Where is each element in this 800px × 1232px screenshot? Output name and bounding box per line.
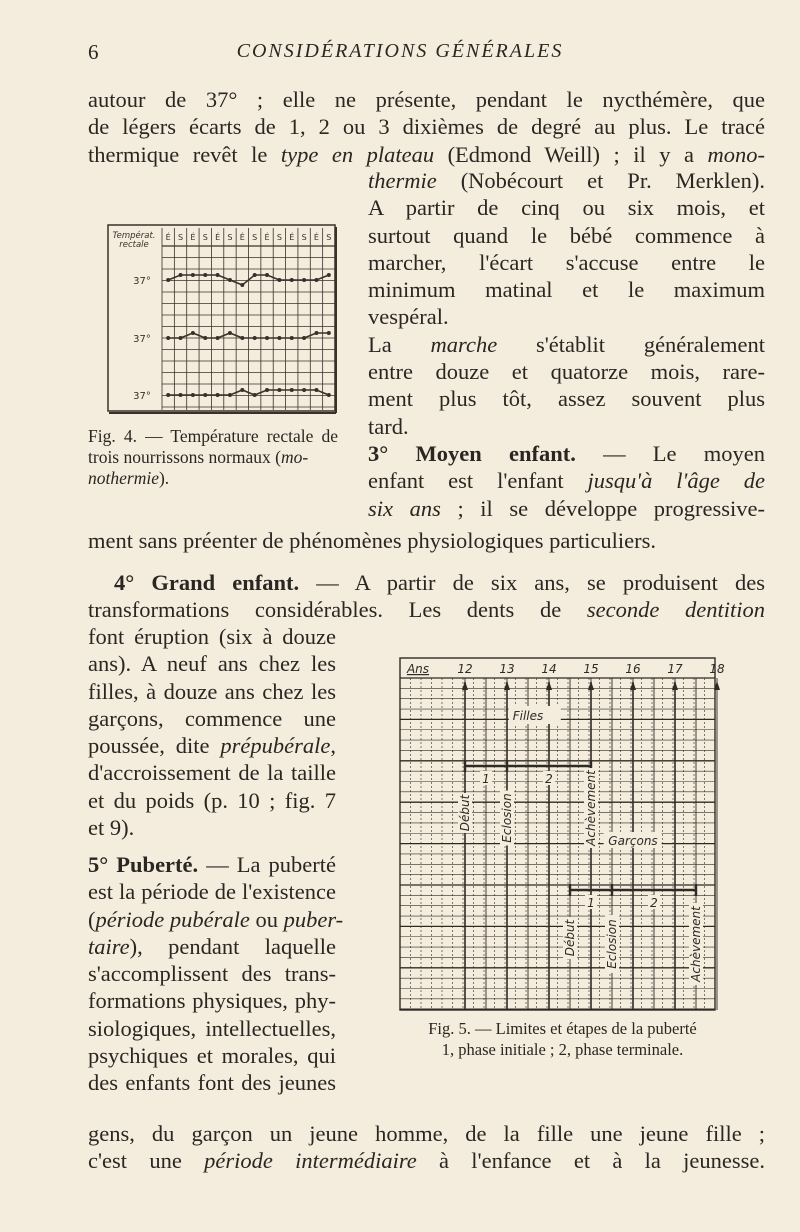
phase-2-label: 2 xyxy=(650,896,658,910)
text-line xyxy=(88,759,336,786)
text-line xyxy=(368,331,765,358)
y-axis-title: rectale xyxy=(119,240,149,250)
data-point xyxy=(277,336,281,340)
stage-eclosion-label: Eclosion xyxy=(500,793,514,843)
year-label: 18 xyxy=(709,662,725,676)
data-point xyxy=(203,393,207,397)
text-run: s'accomplissent des trans- xyxy=(88,961,336,987)
italic-text: type en plateau xyxy=(280,141,435,167)
year-label: 16 xyxy=(625,662,641,676)
data-point xyxy=(290,336,294,340)
text-run: est la période de l'existence xyxy=(88,879,336,905)
section-heading: 4° Grand enfant. xyxy=(114,570,300,595)
text-run: filles, à douze ans chez les xyxy=(88,678,336,704)
girls-label: Filles xyxy=(512,709,544,723)
data-point xyxy=(166,336,170,340)
caption-line: 1, phase initiale ; 2, phase terminale. xyxy=(441,1040,684,1059)
italic-text: prépubérale xyxy=(220,733,331,759)
italic-text: période pubérale xyxy=(95,906,250,932)
italic-text: période intermédiaire xyxy=(204,1148,417,1174)
year-label: 14 xyxy=(541,662,557,676)
data-point xyxy=(253,273,257,277)
column-label: S xyxy=(202,233,208,242)
data-point xyxy=(203,273,207,277)
text-run: thermique revêt le xyxy=(88,141,281,167)
text-run: des enfants font des jeunes xyxy=(88,1070,336,1096)
text-run: font éruption (six à douze xyxy=(88,624,336,649)
italic-text: taire xyxy=(88,933,130,959)
text-line xyxy=(88,787,336,814)
text-line xyxy=(88,113,765,140)
text-run: ; il se développe progressive- xyxy=(440,495,766,521)
italic-text: six ans xyxy=(368,495,441,521)
data-point xyxy=(253,336,257,340)
column-label: S xyxy=(227,233,233,242)
caption-text: nothermie xyxy=(88,468,159,488)
text-line xyxy=(88,960,336,987)
text-line xyxy=(88,987,336,1014)
text-run: formations physiques, phy- xyxy=(88,988,336,1014)
data-point xyxy=(327,273,331,277)
caption-text: ). xyxy=(158,468,170,488)
data-point xyxy=(327,393,331,397)
section-heading: 3° Moyen enfant. xyxy=(368,440,576,466)
text-line xyxy=(368,303,765,330)
column-label: É xyxy=(165,233,171,242)
phase-1-label: 1 xyxy=(587,896,595,910)
stage-debut-label: Début xyxy=(563,919,577,957)
data-point xyxy=(179,273,183,277)
data-point xyxy=(191,331,195,335)
column-label: É xyxy=(289,233,295,242)
italic-text: seconde dentition xyxy=(586,597,766,623)
text-run: et 9). xyxy=(88,815,135,841)
text-run: enfant est l'enfant xyxy=(368,468,588,494)
text-run: c'est une xyxy=(88,1148,205,1174)
data-point xyxy=(265,336,269,340)
data-point xyxy=(290,278,294,282)
text-run: (Nobécourt et Pr. Merklen). xyxy=(436,168,765,193)
data-point xyxy=(277,278,281,282)
text-run: autour de 37° ; elle ne présente, pendant le nycthémère, que xyxy=(88,87,765,112)
column-label: S xyxy=(326,233,332,242)
data-point xyxy=(240,388,244,392)
text-line xyxy=(88,527,765,554)
text-line xyxy=(88,732,336,759)
text-line xyxy=(368,467,765,494)
text-run: s'établit généralement xyxy=(497,331,765,357)
axis-label: Ans xyxy=(406,662,430,676)
data-point xyxy=(179,336,183,340)
text-line xyxy=(88,650,336,677)
text-run: vespéral. xyxy=(368,304,449,330)
text-run: ou xyxy=(249,906,284,932)
column-label: É xyxy=(239,233,245,242)
figure-5-puberty-diagram xyxy=(398,656,725,1016)
text-run: gens, du garçon un jeune homme, de la fille une jeune fille ; xyxy=(88,1121,765,1146)
text-run: poussée, dite xyxy=(88,733,221,759)
data-point xyxy=(216,393,220,397)
italic-text: marche xyxy=(430,331,498,357)
text-run: ), pendant laquelle xyxy=(129,933,336,959)
caption-line: Fig. 4. — Température rectale de xyxy=(88,426,338,446)
caption-text: mo- xyxy=(280,447,309,467)
text-line xyxy=(368,194,765,221)
column-label: S xyxy=(276,233,282,242)
text-line xyxy=(88,569,765,596)
text-line xyxy=(88,814,336,841)
data-point xyxy=(166,278,170,282)
text-run: La xyxy=(368,331,431,357)
data-point xyxy=(191,393,195,397)
text-line xyxy=(88,705,336,732)
text-run: surtout quand le bébé commence à xyxy=(368,222,765,248)
row-label: 37° xyxy=(133,391,151,402)
text-run: (Edmond Weill) ; il y a xyxy=(434,141,708,167)
text-line xyxy=(88,1042,336,1069)
text-line xyxy=(368,249,765,276)
stage-eclosion-label: Eclosion xyxy=(605,919,619,969)
data-point xyxy=(302,278,306,282)
column-label: É xyxy=(313,233,319,242)
text-run: , xyxy=(330,733,336,759)
text-run: marcher, l'écart s'accuse entre le xyxy=(368,249,765,275)
data-point xyxy=(265,388,269,392)
year-label: 17 xyxy=(667,662,683,676)
text-line xyxy=(368,385,765,412)
text-line xyxy=(368,495,765,522)
paragraph-continuation xyxy=(88,527,765,554)
text-run: garçons, commence une xyxy=(88,705,336,731)
text-run: ment sans préenter de phénomènes physiologiques particuliers. xyxy=(88,528,656,553)
figure-4-temperature-chart xyxy=(106,224,338,416)
text-line xyxy=(88,623,336,650)
text-run: ment plus tôt, assez souvent plus xyxy=(368,386,765,412)
data-point xyxy=(302,336,306,340)
text-line xyxy=(88,933,336,960)
text-run: — La puberté xyxy=(198,852,336,877)
data-point xyxy=(240,283,244,287)
row-label: 37° xyxy=(133,334,151,345)
data-point xyxy=(290,388,294,392)
data-point xyxy=(314,278,318,282)
data-point xyxy=(228,393,232,397)
text-run: tard. xyxy=(368,413,409,439)
column-label: S xyxy=(252,233,258,242)
data-point xyxy=(216,273,220,277)
data-point xyxy=(191,273,195,277)
phase-1-label: 1 xyxy=(482,772,490,786)
data-point xyxy=(327,331,331,335)
data-point xyxy=(240,336,244,340)
text-run: à l'enfance et à la jeunesse. xyxy=(416,1148,765,1174)
year-label: 13 xyxy=(499,662,515,676)
text-run: — Le moyen xyxy=(575,440,765,466)
running-title: CONSIDÉRATIONS GÉNÉRALES xyxy=(236,40,564,62)
text-run: minimum matinal et le maximum xyxy=(368,277,765,303)
text-line xyxy=(88,86,765,113)
text-run: ( xyxy=(88,906,96,932)
text-line xyxy=(368,276,765,303)
text-run: psychiques et morales, qui xyxy=(88,1043,336,1069)
column-label: É xyxy=(190,233,196,242)
text-run: de légers écarts de 1, 2 ou 3 dixièmes de degré au plus. Le tracé xyxy=(88,114,765,140)
year-label: 12 xyxy=(457,662,473,676)
caption-text: trois nourrissons normaux ( xyxy=(88,447,281,467)
caption-line: Fig. 5. — Limites et étapes de la puberté xyxy=(428,1019,697,1038)
column-label: S xyxy=(177,233,184,242)
text-run: ans). A neuf ans chez les xyxy=(88,651,336,677)
paragraph-grand-enfant-cont xyxy=(88,623,336,841)
text-line xyxy=(88,1147,765,1174)
data-point xyxy=(314,388,318,392)
text-line xyxy=(368,167,765,194)
text-line xyxy=(88,851,336,878)
data-point xyxy=(228,331,232,335)
boys-label: Garçons xyxy=(608,834,658,848)
text-line xyxy=(88,1015,336,1042)
row-label: 37° xyxy=(133,276,151,287)
paragraph-puberte xyxy=(88,851,344,1097)
data-point xyxy=(265,273,269,277)
text-line xyxy=(88,1120,765,1147)
italic-text: thermie xyxy=(368,168,437,193)
text-run: entre douze et quatorze mois, rare- xyxy=(368,359,765,385)
text-line xyxy=(368,413,765,440)
text-run: d'accroissement de la taille xyxy=(88,760,336,786)
text-line xyxy=(368,222,765,249)
italic-text: jusqu'à l'âge de xyxy=(587,468,765,494)
page-number: 6 xyxy=(88,40,99,64)
figure-frame xyxy=(108,225,335,411)
data-point xyxy=(203,336,207,340)
column-label: S xyxy=(301,233,307,242)
stage-achevement-label: Achèvement xyxy=(689,906,703,982)
text-line xyxy=(88,878,336,905)
data-point xyxy=(253,393,257,397)
page-header xyxy=(0,40,800,70)
data-point xyxy=(228,278,232,282)
paragraph-conclusion xyxy=(88,1120,765,1175)
column-label: É xyxy=(215,233,221,242)
year-label: 15 xyxy=(583,662,599,676)
paragraph-moyen-enfant xyxy=(368,167,765,522)
text-line xyxy=(368,440,765,467)
text-line xyxy=(88,678,336,705)
data-point xyxy=(314,331,318,335)
text-line xyxy=(88,906,344,933)
data-point xyxy=(302,388,306,392)
phase-2-label: 2 xyxy=(545,772,553,786)
column-label: É xyxy=(264,233,270,242)
data-point xyxy=(277,388,281,392)
text-line xyxy=(368,358,765,385)
y-axis-title: Températ. xyxy=(112,231,156,241)
text-run: — A partir de six ans, se produisent des xyxy=(299,570,765,595)
text-run: siologiques, intellectuelles, xyxy=(88,1015,336,1041)
italic-text: mono- xyxy=(707,141,765,167)
stage-debut-label: Début xyxy=(458,794,472,832)
stage-achevement-label: Achèvement xyxy=(584,770,598,846)
data-point xyxy=(179,393,183,397)
text-line xyxy=(88,1069,336,1096)
text-run: et du poids (p. 10 ; fig. 7 xyxy=(88,787,336,813)
text-line xyxy=(88,141,765,168)
italic-text: puber- xyxy=(283,906,344,932)
paragraph-grand-enfant xyxy=(88,569,765,624)
data-point xyxy=(166,393,170,397)
data-point xyxy=(216,336,220,340)
text-run: transformations considérables. Les dents de xyxy=(88,597,587,623)
figure-4-caption xyxy=(88,426,338,489)
paragraph-intro xyxy=(88,86,765,168)
section-heading: 5° Puberté. xyxy=(88,852,199,877)
figure-5-caption xyxy=(390,1018,735,1060)
text-line xyxy=(88,596,765,623)
text-run: A partir de cinq ou six mois, et xyxy=(368,195,765,221)
